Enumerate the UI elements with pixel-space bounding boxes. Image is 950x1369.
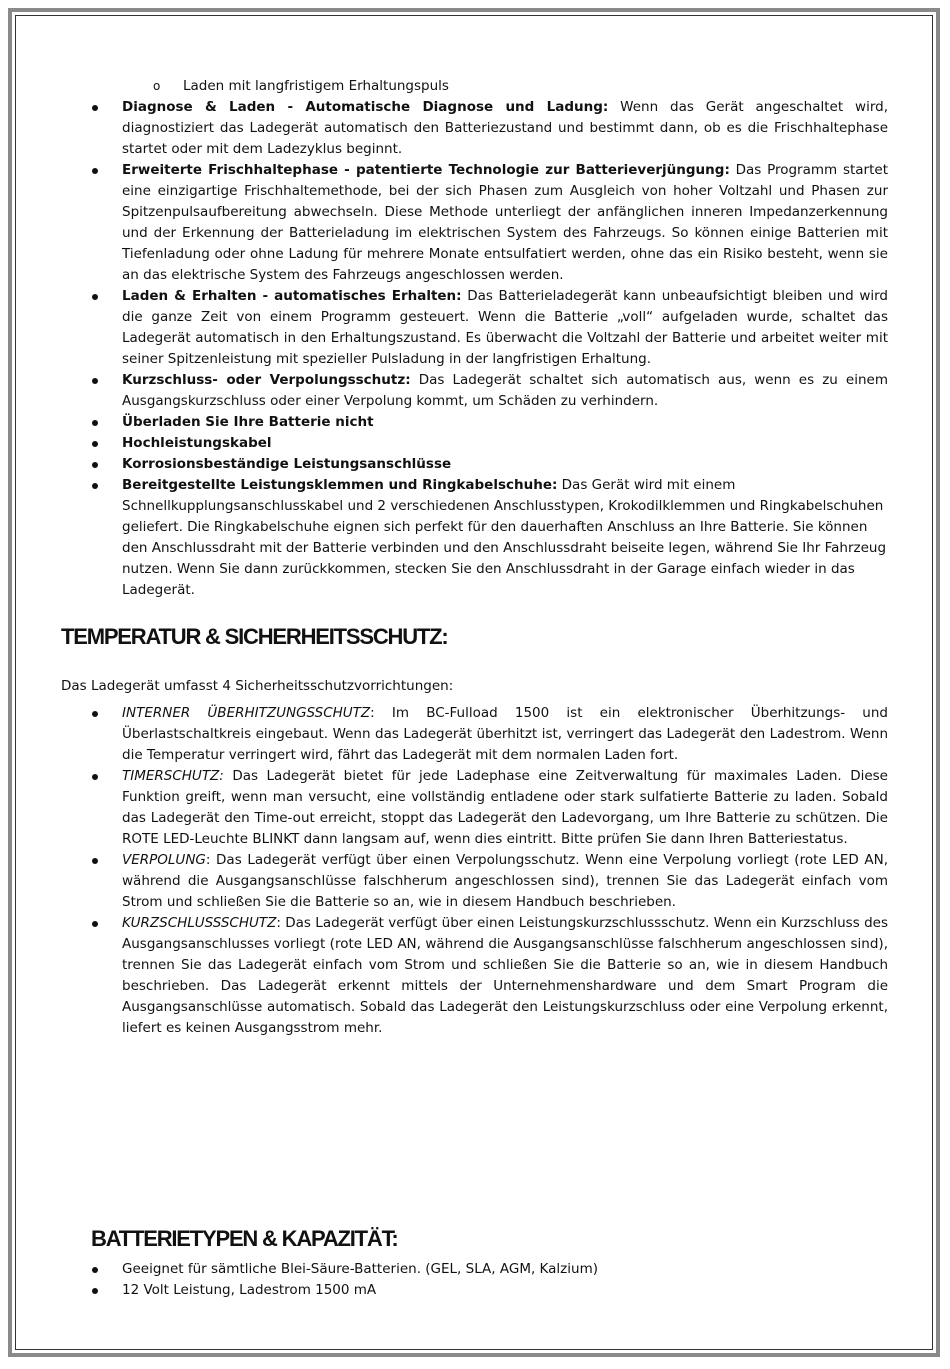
list-item [0, 703, 950, 766]
list-item [0, 454, 950, 475]
bullet-icon [92, 711, 98, 717]
list-item-text: Das Batterieladegerät kann unbeaufsichtigt bleiben und wird die ganze Zeit von einem Programm gesteuert. Wenn die Batterie „voll“ aufgeladen wurde, schaltet das Ladegerät automatisch in den Erhaltungszustand. Es überwacht die Voltzahl der Batterie und arbeitet weiter mit seiner Spitzenleistung mit spezieller Pulsladung in der langfristigen Erhaltung. [122, 288, 889, 367]
circle-bullet-icon: o [153, 79, 161, 93]
bullet-icon [92, 294, 98, 300]
list-item-text: : Das Ladegerät verfügt über einen Leistungskurzschlussschutz. Wenn ein Kurzschluss des Ausgangsanschlusses vorliegt (rote LED AN, während die Ausgangsanschlüsse falschherum angeschlossen sind), trennen Sie das Ladegerät einfach vom Strom und schließen Sie die Batterie so an, wie in diesem Handbuch beschrieben. Das Ladegerät erkennt mittels der Unternehmenshardware und dem Smart Program die Ausgangsanschlüsse automatisch. Sobald das Ladegerät den Leistungskurzschluss oder eine Verpolung erkennt, liefert es keinen Ausgangsstrom mehr. [122, 915, 888, 1036]
list-item-title: Überladen Sie Ihre Batterie nicht [122, 414, 374, 430]
list-item-title: Erweiterte Frischhaltephase - patentierte Technologie zur Batterieverjüngung: [122, 162, 730, 178]
bullet-icon [92, 420, 98, 426]
list-item-text: Das Programm startet eine einzigartige Frischhaltemethode, bei der sich Phasen zum Ausgleich von hoher Voltzahl und Phasen zur Spitzenpulsaufbereitung abwechseln. Diese Methode unterliegt der anfänglichen inneren Impedanzerkennung und der Erkennung der Batterieladung im elektrischen System des Fahrzeugs. So können einige Batterien mit Tiefenladung oder ohne Ladung für mehrere Monate entsulfatiert werden, ohne das ein Risiko besteht, wenn sie an das elektrische System des Fahrzeugs angeschlossen werden. [122, 162, 888, 283]
bullet-icon [92, 105, 98, 111]
bullet-icon [92, 858, 98, 864]
safety-list [0, 703, 950, 1039]
list-item-title: Kurzschluss- oder Verpolungsschutz: [122, 372, 411, 388]
list-item [0, 286, 950, 370]
bullet-icon [92, 378, 98, 384]
list-item-title: VERPOLUNG [122, 852, 206, 868]
list-item [0, 766, 950, 850]
list-item-text: Das Ladegerät bietet für jede Ladephase eine Zeitverwaltung für maximales Laden. Diese Funktion greift, wenn man versucht, eine vollständig entladene oder stark sulfatierte Batterie zu laden. Sobald das Ladegerät den Time-out erreicht, stoppt das Ladegerät den Ladevorgang, um Ihre Batterie zu schützen. Die ROTE LED-Leuchte BLINKT dann langsam auf, wenn dies eintritt. Bitte prüfen Sie dann Ihren Batteriestatus. [122, 768, 888, 847]
section-heading-battery: BATTERIETYPEN & KAPAZITÄT: [91, 1226, 398, 1251]
list-item [0, 1259, 950, 1280]
list-item-text: : Das Ladegerät verfügt über einen Verpolungsschutz. Wenn eine Verpolung vorliegt (rote LED AN, während die Ausgangsanschlüsse falschherum angeschlossen sind), trennen Sie das Ladegerät einfach vom Strom und schließen Sie die Batterie so an, wie in diesem Handbuch beschrieben. [122, 852, 888, 910]
safety-intro: Das Ladegerät umfasst 4 Sicherheitsschutzvorrichtungen: [61, 678, 454, 694]
list-item-title: Korrosionsbeständige Leistungsanschlüsse [122, 456, 452, 472]
list-item-title: Hochleistungskabel [122, 435, 272, 451]
list-item-text: Geeignet für sämtliche Blei-Säure-Batterien. (GEL, SLA, AGM, Kalzium) [122, 1261, 598, 1277]
list-item-title: Laden & Erhalten - automatisches Erhalten: [122, 288, 462, 304]
bullet-icon [92, 168, 98, 174]
list-item-text: Wenn das Gerät angeschaltet wird, diagnostiziert das Ladegerät automatisch den Batteriezustand und bestimmt dann, ob es die Frischhaltephase startet oder mit dem Ladezyklus beginnt. [122, 99, 888, 157]
sub-list-item [153, 76, 883, 97]
bullet-icon [92, 441, 98, 447]
list-item [0, 412, 950, 433]
list-item-text: : Im BC-Fulload 1500 ist ein elektronischer Überhitzungs- und Überlastschaltkreis eingebaut. Wenn das Ladegerät überhitzt ist, verringert das Ladegerät den Ladestrom. Wenn die Temperatur verringert wird, fährt das Ladegerät mit dem normalen Laden fort. [122, 705, 888, 763]
list-item-title: TIMERSCHUTZ: [122, 768, 224, 784]
list-item-title: Bereitgestellte Leistungsklemmen und Ringkabelschuhe: [122, 477, 558, 493]
sub-list-item-text: Laden mit langfristigem Erhaltungspuls [183, 78, 449, 94]
feature-list [0, 97, 950, 601]
list-item-text: Das Ladegerät schaltet sich automatisch aus, wenn es zu einem Ausgangskurzschluss oder einer Verpolung kommt, um Schäden zu verhindern. [122, 372, 888, 409]
list-item [0, 370, 950, 412]
list-item [0, 913, 950, 1039]
list-item [0, 1280, 950, 1301]
bullet-icon [92, 462, 98, 468]
list-item [0, 433, 950, 454]
list-item [0, 160, 950, 286]
list-item-title: Diagnose & Laden - Automatische Diagnose und Ladung: [122, 99, 609, 115]
list-item-title: KURZSCHLUSSSCHUTZ [122, 915, 277, 931]
bullet-icon [92, 774, 98, 780]
list-item-text: 12 Volt Leistung, Ladestrom 1500 mA [122, 1282, 377, 1298]
list-item [0, 475, 950, 601]
bullet-icon [92, 1267, 98, 1273]
bullet-icon [92, 483, 98, 489]
bullet-icon [92, 921, 98, 927]
list-item-title: INTERNER ÜBERHITZUNGSSCHUTZ [122, 705, 371, 721]
list-item [0, 850, 950, 913]
bullet-icon [92, 1288, 98, 1294]
section-heading-safety: TEMPERATUR & SICHERHEITSSCHUTZ: [61, 624, 448, 649]
list-item-text: Das Gerät wird mit einem Schnellkupplungsanschlusskabel und 2 verschiedenen Anschlusstypen, Krokodilklemmen und Ringkabelschuhen geliefert. Die Ringkabelschuhe eignen sich perfekt für den dauerhaften Anschluss an Ihre Batterie. Sie können den Anschlussdraht mit der Batterie verbinden und den Anschlussdraht beiseite legen, während Sie Ihr Fahrzeug nutzen. Wenn Sie dann zurückkommen, stecken Sie den Anschlussdraht in der Garage einfach wieder in das Ladegerät. [122, 477, 887, 598]
battery-list [0, 1259, 950, 1301]
list-item [0, 97, 950, 160]
